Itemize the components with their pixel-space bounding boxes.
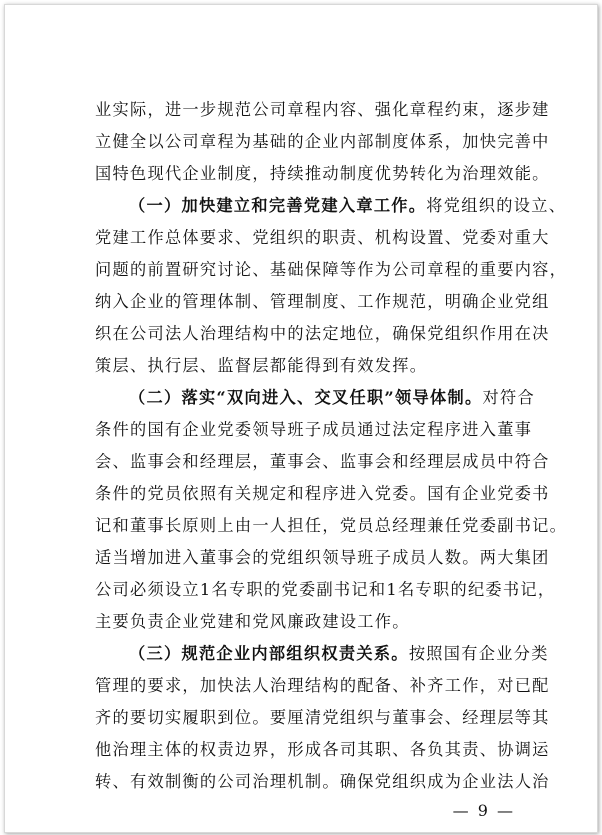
text-line: 立健全以公司章程为基础的企业内部制度体系，加快完善中 [95, 132, 550, 151]
text-line: 记和董事长原则上由一人担任，党员总经理兼任党委副书记。 [95, 516, 568, 535]
page-number: — 9 — [452, 801, 515, 820]
text-line: 主要负责企业党建和党风廉政建设工作。 [95, 612, 410, 631]
section-heading-2: （二）落实“双向进入、交叉任职”领导体制。 [129, 388, 483, 407]
text-line: 将党组织的设立、 [426, 196, 567, 215]
heading-line [129, 639, 549, 669]
text-line: 策层、执行层、监督层都能得到有效发挥。 [95, 356, 428, 375]
text-line: 会、监事会和经理层，董事会、监事会和经理层成员中符合 [95, 452, 550, 471]
text-line: 国特色现代企业制度，持续推动制度优势转化为治理效能。 [95, 164, 550, 183]
heading-line [129, 191, 567, 221]
text-line: 转、有效制衡的公司治理机制。确保党组织成为企业法人治 [95, 772, 550, 791]
text-line: 党建工作总体要求、党组织的职责、机构设置、党委对重大 [95, 228, 550, 247]
text-line: 按照国有企业分类 [408, 644, 549, 663]
text-line: 他治理主体的权责边界，形成各司其职、各负其责、协调运 [95, 740, 550, 759]
section-heading-3: （三）规范企业内部组织权责关系。 [129, 644, 409, 663]
text-line: 齐的要切实履职到位。要厘清党组织与董事会、经理层等其 [95, 708, 550, 727]
text-line: 公司必须设立1名专职的党委副书记和1名专职的纪委书记， [95, 580, 556, 599]
text-line: 管理的要求，加快法人治理结构的配备、补齐工作，对已配 [95, 676, 550, 695]
document-page [4, 4, 598, 833]
text-line: 适当增加进入董事会的党组织领导班子成员人数。两大集团 [95, 548, 550, 567]
text-line: 对符合 [482, 388, 535, 407]
text-line: 条件的国有企业党委领导班子成员通过法定程序进入董事 [95, 420, 533, 439]
section-heading-1: （一）加快建立和完善党建入章工作。 [129, 196, 427, 215]
heading-line [129, 383, 535, 413]
text-line: 业实际，进一步规范公司章程内容、强化章程约束，逐步建 [95, 100, 550, 119]
text-line: 问题的前置研究讨论、基础保障等作为公司章程的重要内容， [95, 260, 568, 279]
text-line: 纳入企业的管理体制、管理制度、工作规范，明确企业党组 [95, 292, 550, 311]
text-line: 织在公司法人治理结构中的法定地位，确保党组织作用在决 [95, 324, 550, 343]
text-line: 条件的党员依照有关规定和程序进入党委。国有企业党委书 [95, 484, 550, 503]
